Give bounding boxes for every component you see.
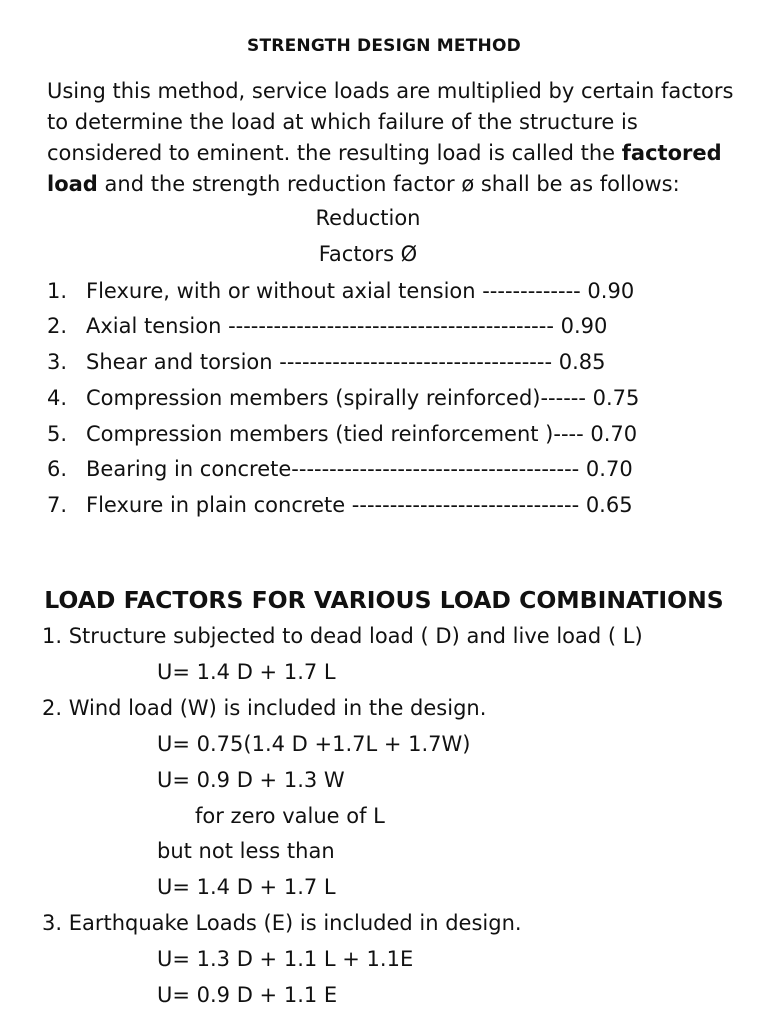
list-item xyxy=(47,422,637,446)
list-item-text: Compression members (tied reinforcement )---- 0.70 xyxy=(86,422,638,446)
column-header-reduction: Reduction xyxy=(315,206,421,230)
list-item-text: Flexure in plain concrete ------------------------------ 0.65 xyxy=(86,493,633,517)
intro-text-2: and the strength reduction factor ø shall be as follows: xyxy=(97,172,680,196)
list-item-number: 4. xyxy=(47,386,68,410)
load-equation: U= 1.4 D + 1.7 L xyxy=(157,660,336,684)
list-item-text: Bearing in concrete-------------------------------------- 0.70 xyxy=(86,457,633,481)
load-note: for zero value of L xyxy=(195,804,385,828)
list-item-number: 1. xyxy=(47,279,68,303)
load-equation: U= 1.3 D + 1.1 L + 1.1E xyxy=(157,947,414,971)
list-item-number: 6. xyxy=(47,457,68,481)
list-item-text: Flexure, with or without axial tension ------------- 0.90 xyxy=(86,279,635,303)
load-equation: U= 0.9 D + 1.3 W xyxy=(157,768,345,792)
list-item-number: 7. xyxy=(47,493,68,517)
list-item xyxy=(47,350,605,374)
intro-text-1: Using this method, service loads are multiplied by certain factors to determine the load at which failure of the structure is considered to eminent. the resulting load is called the xyxy=(47,79,734,165)
list-item xyxy=(47,279,634,303)
intro-paragraph xyxy=(47,76,737,200)
list-item xyxy=(47,493,633,517)
list-item-text: Axial tension ------------------------------------------- 0.90 xyxy=(86,314,608,338)
column-header-factors: Factors Ø xyxy=(318,242,418,266)
load-note: but not less than xyxy=(157,839,335,863)
load-equation: U= 0.75(1.4 D +1.7L + 1.7W) xyxy=(157,732,471,756)
page-title: STRENGTH DESIGN METHOD xyxy=(247,36,521,56)
list-item-number: 5. xyxy=(47,422,68,446)
load-case-heading: 2. Wind load (W) is included in the design. xyxy=(42,696,487,720)
list-item xyxy=(47,457,633,481)
list-item-text: Shear and torsion ------------------------------------ 0.85 xyxy=(86,350,606,374)
list-item xyxy=(47,386,639,410)
list-item-number: 2. xyxy=(47,314,68,338)
list-item-text: Compression members (spirally reinforced)------ 0.75 xyxy=(86,386,640,410)
load-case-heading: 1. Structure subjected to dead load ( D) and live load ( L) xyxy=(42,624,643,648)
list-item xyxy=(47,314,607,338)
section-heading: LOAD FACTORS FOR VARIOUS LOAD COMBINATIONS xyxy=(44,586,724,614)
load-equation: U= 1.4 D + 1.7 L xyxy=(157,875,336,899)
list-item-number: 3. xyxy=(47,350,68,374)
load-equation: U= 0.9 D + 1.1 E xyxy=(157,983,338,1007)
intro-bold-term: factored load xyxy=(47,141,722,196)
load-case-heading: 3. Earthquake Loads (E) is included in design. xyxy=(42,911,522,935)
